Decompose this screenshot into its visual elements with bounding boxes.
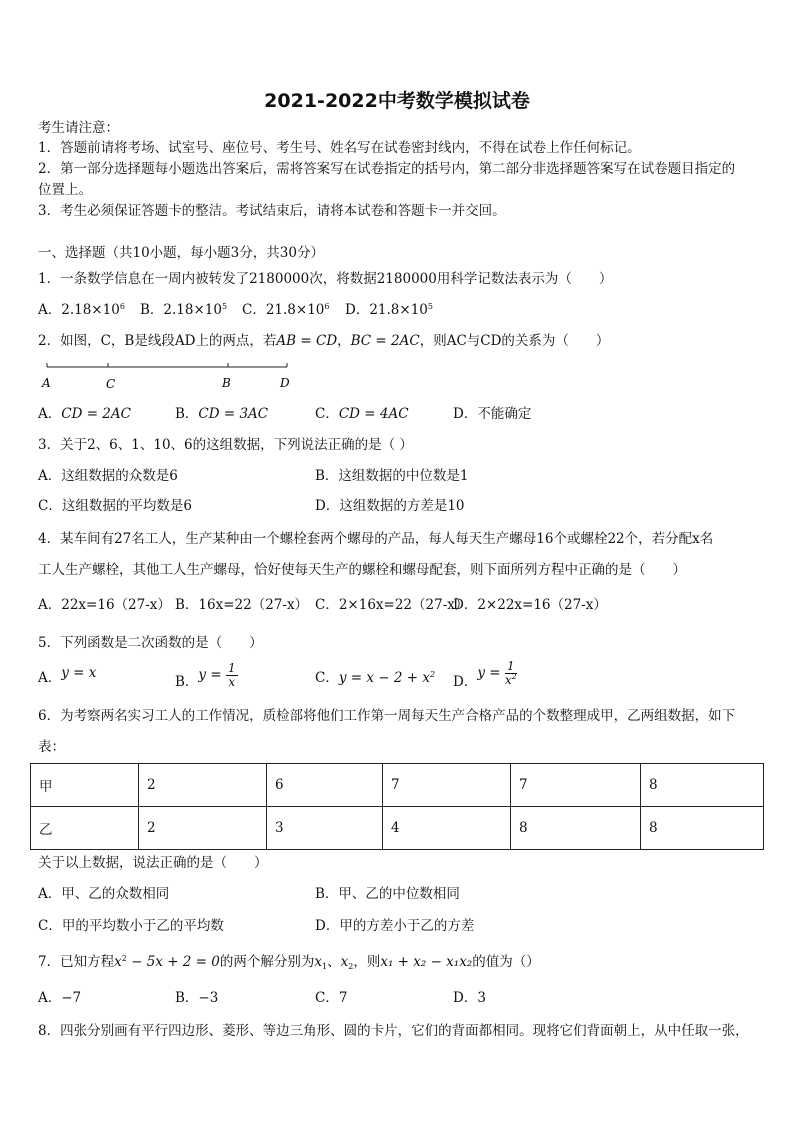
notice-item-3: 3．考生必须保证答题卡的整洁。考试结束后，请将本试卷和答题卡一并交回。 — [38, 203, 506, 219]
q1-option-c: C．$21.8\times 10^6$ — [242, 302, 330, 318]
q6-stem-line2: 表： — [38, 739, 65, 755]
q3-option-a: A．这组数据的众数是6 — [38, 468, 178, 484]
segment-figure — [40, 358, 300, 394]
q7-option-b: B．−3 — [175, 990, 219, 1006]
q3-option-c: C．这组数据的平均数是6 — [38, 498, 192, 514]
q2-option-a: A．CD = 2AC — [38, 406, 131, 422]
q3-stem: 3．关于2、6、1、10、6的这组数据，下列说法正确的是（ ） — [38, 437, 413, 453]
q1-option-d: D．$21.8\times 10^5$ — [345, 302, 433, 318]
q6-option-b: B．甲、乙的中位数相同 — [315, 886, 460, 902]
table-row — [31, 764, 764, 807]
q6-stem-line1: 6．为考察两名实习工人的工作情况，质检部将他们工作第一周每天生产合格产品的个数整理成甲，乙两组数据，如下 — [38, 708, 736, 724]
table-cell: 8 — [511, 807, 641, 850]
q4-stem-line2: 工人生产螺栓，其他工人生产螺母，恰好使每天生产的螺栓和螺母配套，则下面所列方程中正确的是（ ） — [38, 562, 686, 578]
q2-option-b: B．CD = 3AC — [175, 406, 269, 422]
q2-option-c: C．CD = 4AC — [315, 406, 409, 422]
q6-option-c: C．甲的平均数小于乙的平均数 — [38, 918, 224, 934]
notice-item-1: 1．答题前请将考场、试室号、座位号、考生号、姓名写在试卷密封线内，不得在试卷上作任何标记。 — [38, 140, 641, 156]
q4-option-a: A．22x=16（27-x） — [38, 597, 171, 613]
notice-item-2-cont: 位置上。 — [38, 182, 92, 198]
q3-option-b: B．这组数据的中位数是1 — [315, 468, 469, 484]
notice-heading: 考生请注意： — [38, 120, 119, 136]
point-label-c: C — [106, 377, 116, 391]
q4-option-c: C．2×16x=22（27-x） — [315, 597, 469, 613]
point-label-b: B — [222, 376, 231, 390]
table-row — [31, 807, 764, 850]
q5-option-c: C．$y = x - 2 + x^2$ — [315, 670, 436, 686]
table-cell: 4 — [383, 807, 511, 850]
q4-option-d: D．2×22x=16（27-x） — [453, 597, 607, 613]
table-cell: 2 — [139, 764, 267, 807]
q2-option-d: D．不能确定 — [453, 406, 532, 422]
q6-option-a: A．甲、乙的众数相同 — [38, 886, 170, 902]
page-title: 2021-2022中考数学模拟试卷 — [264, 90, 530, 112]
table-cell: 7 — [383, 764, 511, 807]
q6-question: 关于以上数据，说法正确的是（ ） — [38, 855, 268, 871]
table-cell: 6 — [267, 764, 383, 807]
table-cell: 乙 — [31, 807, 139, 850]
q5-stem: 5．下列函数是二次函数的是（ ） — [38, 635, 263, 651]
table-cell: 8 — [641, 764, 764, 807]
q5-option-a: A．y = x — [38, 665, 97, 686]
q1-option-b: B．$2.18\times 10^5$ — [140, 302, 228, 318]
q2-stem: 2．如图，C，B是线段AD上的两点，若AB = CD，BC = 2AC，则AC与CD的关系为（ ） — [38, 333, 610, 349]
notice-item-2: 2．第一部分选择题每小题选出答案后，需将答案写在试卷指定的括号内，第二部分非选择题答案写在试卷题目指定的 — [38, 161, 736, 177]
q7-stem: 7．已知方程$x^2 - 5x + 2 = 0$的两个解分别为$x_1$、$x_2$，则x₁ + x₂ − x₁x₂的值为（） — [38, 954, 540, 971]
q1-option-a: A．$2.18\times 10^6$ — [38, 302, 125, 318]
q8-stem: 8．四张分别画有平行四边形、菱形、等边三角形、圆的卡片，它们的背面都相同。现将它们背面朝上，从中任取一张， — [38, 1023, 749, 1039]
point-label-d: D — [280, 376, 290, 390]
data-table — [30, 763, 764, 850]
q3-option-d: D．这组数据的方差是10 — [315, 498, 465, 514]
q1-stem: 1．一条数学信息在一周内被转发了2180000次，将数据2180000用科学记数法表示为（ ） — [38, 271, 613, 287]
q7-option-a: A．−7 — [38, 990, 82, 1006]
q5-option-b: B．y = $\frac{1}{x}$ — [175, 661, 236, 690]
table-cell: 7 — [511, 764, 641, 807]
q7-option-d: D．3 — [453, 990, 486, 1006]
q5-option-d: D．y = $\frac{1}{x^2}$ — [453, 659, 517, 690]
q6-option-d: D．甲的方差小于乙的方差 — [315, 918, 475, 934]
q4-stem-line1: 4．某车间有27名工人，生产某种由一个螺栓套两个螺母的产品，每人每天生产螺母16个或螺栓22个，若分配x名 — [38, 531, 714, 547]
point-label-a: A — [42, 376, 51, 390]
section-heading: 一、选择题（共10小题，每小题3分，共30分） — [38, 245, 324, 261]
table-cell: 3 — [267, 807, 383, 850]
table-cell: 甲 — [31, 764, 139, 807]
q7-option-c: C．7 — [315, 990, 348, 1006]
table-cell: 8 — [641, 807, 764, 850]
q4-option-b: B．16x=22（27-x） — [175, 597, 309, 613]
table-cell: 2 — [139, 807, 267, 850]
